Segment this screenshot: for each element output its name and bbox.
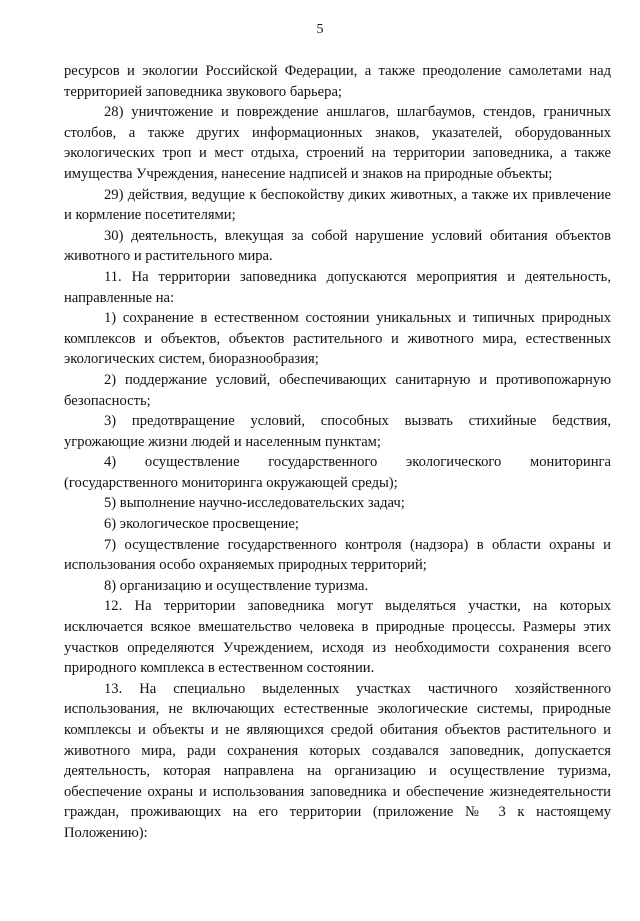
paragraph-section-12: 12. На территории заповедника могут выделяться участки, на которых исключается всякое вмешательство человека в природные процессы. Размеры этих участков определяются Учреждением, исходя из необходимости сохранения всего природного комплекса в естественном состоянии. bbox=[64, 598, 611, 677]
paragraph-section-13: 13. На специально выделенных участках частичного хозяйственного использования, не включающих естественные экологические системы, природные комплексы и объекты и не являющихся средой обитания объектов растительного и животного мира, ради сохранения которых создавался заповедник, допускается деятельность, которая направлена на организацию и осуществление туризма, обеспечение охраны и использования заповедника и обеспечение жизнедеятельности граждан, проживающих на его территории (приложение № 3 к настоящему Положению): bbox=[64, 680, 611, 841]
paragraph-item-6: 6) экологическое просвещение; bbox=[104, 516, 299, 533]
paragraph-item-29: 29) действия, ведущие к беспокойству диких животных, а также их привлечение и кормление посетителями; bbox=[64, 186, 611, 224]
paragraph-item-5: 5) выполнение научно-исследовательских задач; bbox=[104, 495, 405, 512]
document-body bbox=[64, 61, 611, 844]
paragraph-item-4: 4) осуществление государственного экологического мониторинга (государственного мониторинга окружающей среды); bbox=[64, 454, 611, 491]
paragraph-item-2: 2) поддержание условий, обеспечивающих санитарную и противопожарную безопасность; bbox=[64, 371, 611, 409]
paragraph-item-28: 28) уничтожение и повреждение аншлагов, шлагбаумов, стендов, граничных столбов, а также других информационных знаков, указателей, оборудованных экологических троп и мест отдыха, строений на территории заповедника, а также имущества Учреждения, нанесение надписей и знаков на природные объекты; bbox=[64, 104, 611, 182]
paragraph-item-7: 7) осуществление государственного контроля (надзора) в области охраны и использования особо охраняемых природных территорий; bbox=[64, 536, 611, 574]
paragraph-item-30: 30) деятельность, влекущая за собой нарушение условий обитания объектов животного и растительного мира. bbox=[64, 227, 611, 265]
paragraph-item-8: 8) организацию и осуществление туризма. bbox=[104, 577, 369, 594]
paragraph-continuation: ресурсов и экологии Российской Федерации, а также преодоление самолетами над территорией заповедника звукового барьера; bbox=[64, 63, 611, 100]
paragraph-item-1: 1) сохранение в естественном состоянии уникальных и типичных природных комплексов и объектов, объектов растительного и животного мира, естественных экологических систем, биоразнообразия; bbox=[64, 310, 611, 368]
paragraph-section-11: 11. На территории заповедника допускаются мероприятия и деятельность, направленные на: bbox=[64, 268, 611, 306]
page-number: 5 bbox=[316, 22, 324, 37]
paragraph-item-3: 3) предотвращение условий, способных вызвать стихийные бедствия, угрожающие жизни людей и населенным пунктам; bbox=[64, 413, 611, 450]
